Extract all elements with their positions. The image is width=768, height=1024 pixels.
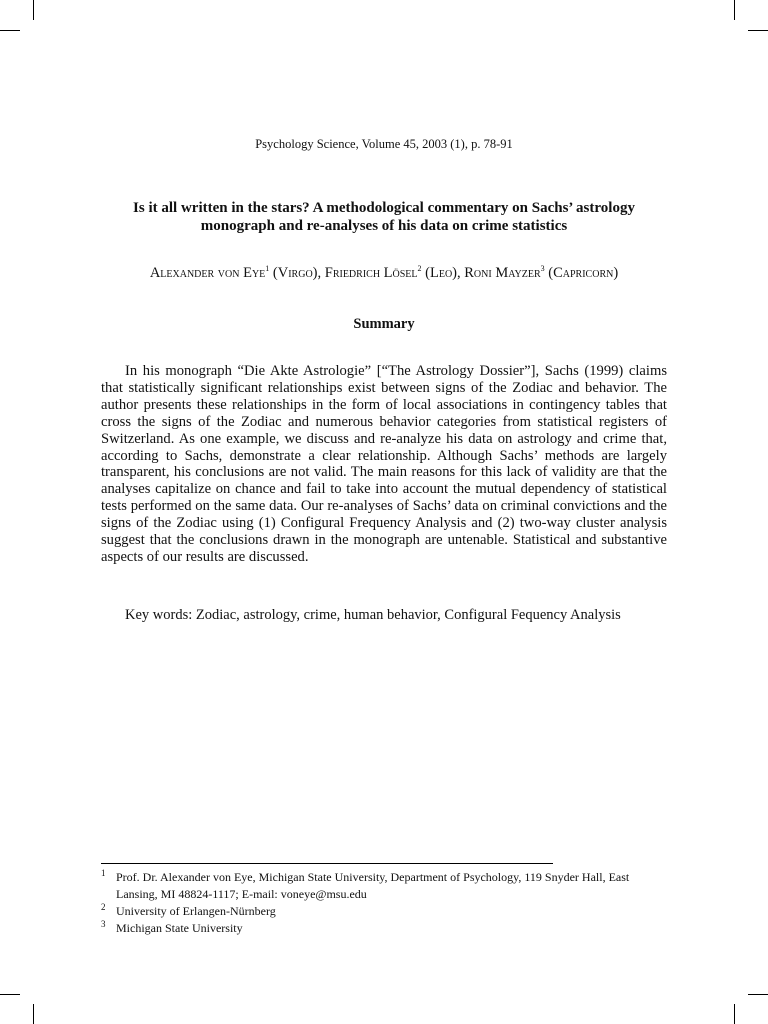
crop-mark: [0, 994, 20, 995]
footnote: [101, 869, 667, 903]
summary-heading: Summary: [353, 316, 415, 332]
footnote-number: 1: [101, 868, 106, 878]
abstract-text: In his monograph “Die Akte Astrologie” [“The Astrology Dossier”], Sachs (1999) claims that statistically significant relationships exist between signs of the Zodiac and behavior. The author presents these relationships in the form of local associations in contingency tables that cross the signs of the Zodiac and numerous behavior categories from statistical registers of Switzerland. As one example, we discuss and re-analyze his data on astrology and crime that, according to Sachs, demonstrate a clear relationship. Although Sachs’ methods are largely transparent, his conclusions are not valid. The main reasons for this lack of validity are that the analyses capitalize on chance and fail to take into account the mutual dependency of statistical tests performed on the same data. Our re-analyses of Sachs’ data on criminal convictions and the signs of the Zodiac using (1) Configural Frequency Analysis and (2) two-way cluster analysis suggest that the conclusions drawn in the monograph are untenable. Statistical and substantive aspects of our results are discussed.: [101, 363, 667, 565]
footnote-text: University of Erlangen-Nürnberg: [116, 904, 276, 918]
journal-citation: Psychology Science, Volume 45, 2003 (1), p. 78-91: [255, 137, 513, 151]
author-name: Alexander von Eye: [149, 265, 266, 281]
author-sign: (Virgo): [272, 265, 318, 281]
crop-mark: [734, 1004, 735, 1024]
crop-mark: [734, 0, 735, 20]
footnote: [101, 920, 667, 937]
author-footnote-marker: 1: [265, 264, 270, 274]
footnotes: [101, 869, 667, 937]
paper-title: Is it all written in the stars? A methodological commentary on Sachs’ astrology monograph and re-analyses of his data on crime statistics: [133, 200, 635, 234]
author-footnote-marker: 3: [540, 264, 545, 274]
author-line: Alexander von Eye$^1$ (Virgo), Friedrich Lösel$^2$ (Leo), Roni Mayzer$^3$ (Capricorn): [149, 264, 619, 281]
crop-mark: [748, 994, 768, 995]
crop-mark: [748, 30, 768, 31]
crop-mark: [0, 30, 20, 31]
footnote: [101, 903, 667, 920]
keywords: Key words: Zodiac, astrology, crime, human behavior, Configural Fequency Analysis: [125, 607, 621, 623]
author-name: Friedrich Lösel: [324, 265, 418, 281]
crop-mark: [33, 0, 34, 20]
footnote-number: 2: [101, 902, 106, 912]
footnote-text: Prof. Dr. Alexander von Eye, Michigan State University, Department of Psychology, 119 Snyder Hall, East Lansing, MI 48824-1117; E-mail: voneye@msu.edu: [116, 870, 630, 901]
author-sign: (Leo): [425, 265, 458, 281]
author-footnote-marker: 2: [417, 264, 422, 274]
author-sign: (Capricorn): [548, 265, 619, 281]
footnote-text: Michigan State University: [116, 921, 243, 935]
footnote-number: 3: [101, 919, 106, 929]
footnote-divider: [101, 863, 553, 864]
author-name: Roni Mayzer: [464, 265, 541, 281]
crop-mark: [33, 1004, 34, 1024]
